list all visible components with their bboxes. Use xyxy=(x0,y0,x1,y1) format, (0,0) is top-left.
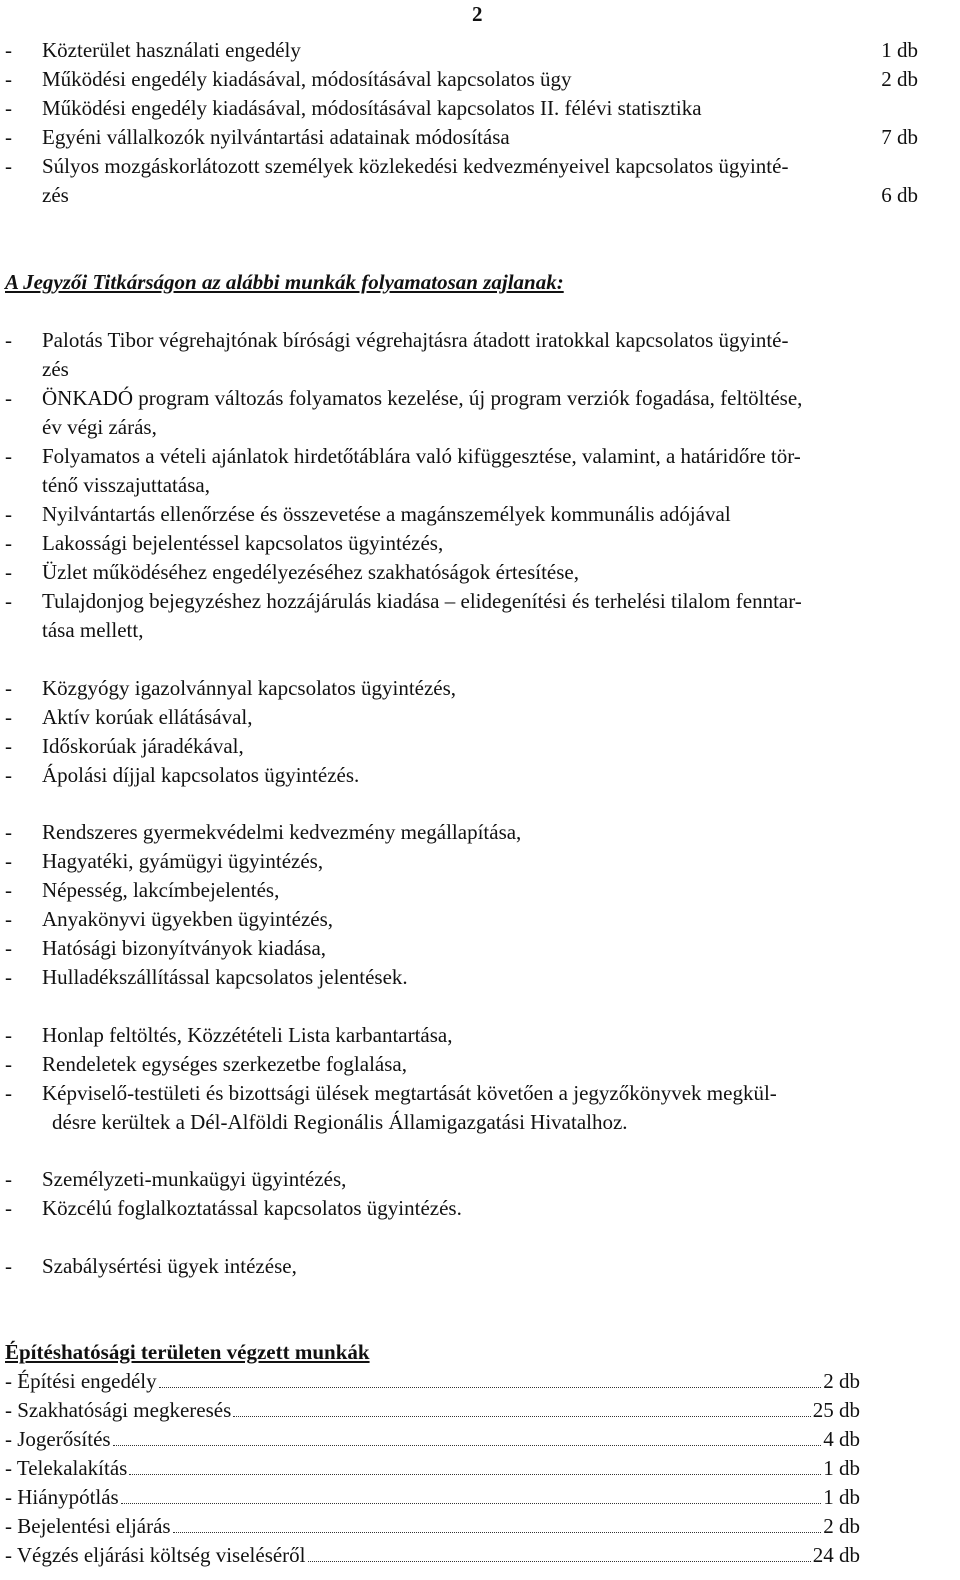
page-number: 2 xyxy=(472,2,483,26)
list-item: - Közgyógy igazolvánnyal kapcsolatos ügyintézés, xyxy=(5,676,457,700)
list-item: - Ápolási díjjal kapcsolatos ügyintézés. xyxy=(5,763,360,787)
list-item: - Nyilvántartás ellenőrzése és összevetése a magánszemélyek kommunális adójával xyxy=(5,502,731,526)
list-item: - Tulajdonjog bejegyzéshez hozzájárulás kiadása – elidegenítési és terhelési tilalom fenntar- xyxy=(5,589,802,613)
list-item: - Népesség, lakcímbejelentés, xyxy=(5,878,280,902)
stat-row: - Építési engedély 2 db xyxy=(5,1369,860,1393)
list-item: - Működési engedély kiadásával, módosításával kapcsolatos II. félévi statisztika xyxy=(5,96,702,120)
list-item: - Közterület használati engedély 1 db xyxy=(5,38,918,62)
section-heading: A Jegyzői Titkárságon az alábbi munkák folyamatosan zajlanak: xyxy=(5,270,564,294)
list-item-continuation: tása mellett, xyxy=(42,618,144,642)
stat-row: - Telekalakítás 1 db xyxy=(5,1456,860,1480)
list-item-continuation: zés xyxy=(42,357,69,381)
list-item: - ÖNKADÓ program változás folyamatos kezelése, új program verziók fogadása, feltöltése, xyxy=(5,386,803,410)
stat-row: - Szakhatósági megkeresés 25 db xyxy=(5,1398,860,1422)
list-item: - Hulladékszállítással kapcsolatos jelentések. xyxy=(5,965,408,989)
list-item: - Súlyos mozgáskorlátozott személyek közlekedési kedvezményeivel kapcsolatos ügyinté- xyxy=(5,154,789,178)
list-item: - Rendeletek egységes szerkezetbe foglalása, xyxy=(5,1052,407,1076)
list-item: - Anyakönyvi ügyekben ügyintézés, xyxy=(5,907,334,931)
list-item: - Folyamatos a vételi ajánlatok hirdetőtáblára való kifüggesztése, valamint, a határidőre tör- xyxy=(5,444,801,468)
list-item: - Időskorúak járadékával, xyxy=(5,734,244,758)
list-item: - Aktív korúak ellátásával, xyxy=(5,705,253,729)
stat-row: - Hiánypótlás 1 db xyxy=(5,1485,860,1509)
list-item-continuation: ténő visszajuttatása, xyxy=(42,473,210,497)
list-item-continuation: zés 6 db xyxy=(42,183,918,207)
list-item: - Palotás Tibor végrehajtónak bírósági végrehajtásra átadott iratokkal kapcsolatos ügyinté- xyxy=(5,328,789,352)
list-item-continuation: désre kerültek a Dél-Alföldi Regionális Államigazgatási Hivatalhoz. xyxy=(52,1110,628,1134)
list-item: - Hatósági bizonyítványok kiadása, xyxy=(5,936,327,960)
list-item-continuation: év végi zárás, xyxy=(42,415,157,439)
list-item: - Közcélú foglalkoztatással kapcsolatos ügyintézés. xyxy=(5,1196,462,1220)
list-item: - Rendszeres gyermekvédelmi kedvezmény megállapítása, xyxy=(5,820,522,844)
stat-row: - Jogerősítés 4 db xyxy=(5,1427,860,1451)
list-item: - Személyzeti-munkaügyi ügyintézés, xyxy=(5,1167,347,1191)
stat-row: - Végzés eljárási költség viseléséről 24 db xyxy=(5,1543,860,1567)
list-item: - Lakossági bejelentéssel kapcsolatos ügyintézés, xyxy=(5,531,444,555)
list-item: - Hagyatéki, gyámügyi ügyintézés, xyxy=(5,849,324,873)
list-item: - Működési engedély kiadásával, módosításával kapcsolatos ügy 2 db xyxy=(5,67,918,91)
section-heading: Építéshatósági területen végzett munkák xyxy=(5,1340,370,1364)
list-item: - Honlap feltöltés, Közzétételi Lista karbantartása, xyxy=(5,1023,453,1047)
list-item: - Szabálysértési ügyek intézése, xyxy=(5,1254,297,1278)
list-item: - Üzlet működéséhez engedélyezéséhez szakhatóságok értesítése, xyxy=(5,560,579,584)
list-item: - Egyéni vállalkozók nyilvántartási adatainak módosítása 7 db xyxy=(5,125,918,149)
list-item: - Képviselő-testületi és bizottsági ülések megtartását követően a jegyzőkönyvek megkül- xyxy=(5,1081,777,1105)
stat-row: - Bejelentési eljárás 2 db xyxy=(5,1514,860,1538)
